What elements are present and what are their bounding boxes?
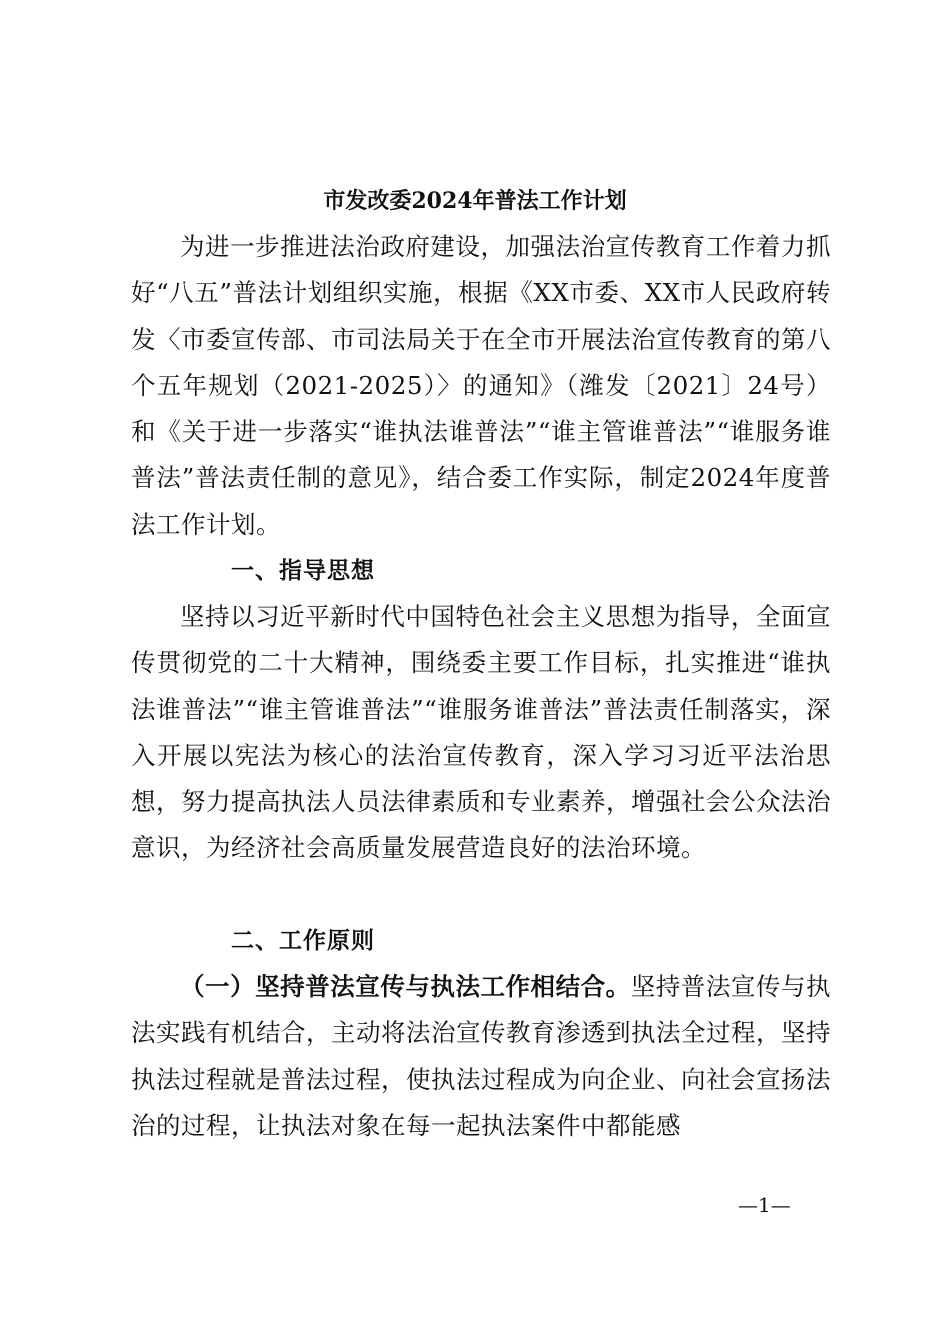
- section-2-heading: 二、工作原则: [231, 928, 375, 954]
- section-2-paragraph-text: [131, 964, 831, 1149]
- section-1-paragraph-text: 坚持以习近平新时代中国特色社会主义思想为指导，全面宣传贯彻党的二十大精神，围绕委主要工作目标，扎实推进“谁执法谁普法”“谁主管谁普法”“谁服务谁普法”普法责任制落实，深入开展以宪法为核心的法治宣传教育，深入学习习近平法治思想，努力提高执法人员法律素质和专业素养，增强社会公众法治意识，为经济社会高质量发展营造良好的法治环境。: [131, 602, 831, 863]
- intro-paragraph-text: 为进一步推进法治政府建设，加强法治宣传教育工作着力抓好“八五”普法计划组织实施，根据《XX市委、XX市人民政府转发〈市委宣传部、市司法局关于在全市开展法治宣传教育的第八个五年规划（2021-2025）〉的通知》（潍发〔2021〕24号）和《关于进一步落实“谁执法谁普法”“谁主管谁普法”“谁服务谁普法”普法责任制的意见》，结合委工作实际，制定2024年度普法工作计划。: [131, 232, 831, 539]
- intro-paragraph: [131, 224, 831, 548]
- section-1-paragraph: [131, 594, 831, 872]
- page-number: —1—: [738, 1193, 791, 1217]
- section-2-paragraph: [131, 964, 831, 1149]
- section-2-sub-heading: （一）坚持普法宣传与执法工作相结合。: [180, 972, 631, 1001]
- document-title: 市发改委2024年普法工作计划: [323, 188, 627, 214]
- section-1-heading: 一、指导思想: [231, 558, 375, 584]
- section-2-body-text: 坚持普法宣传与执法实践有机结合，主动将法治宣传教育渗透到执法全过程，坚持执法过程就是普法过程，使执法过程成为向企业、向社会宣扬法治的过程，让执法对象在每一起执法案件中都能感: [131, 972, 831, 1140]
